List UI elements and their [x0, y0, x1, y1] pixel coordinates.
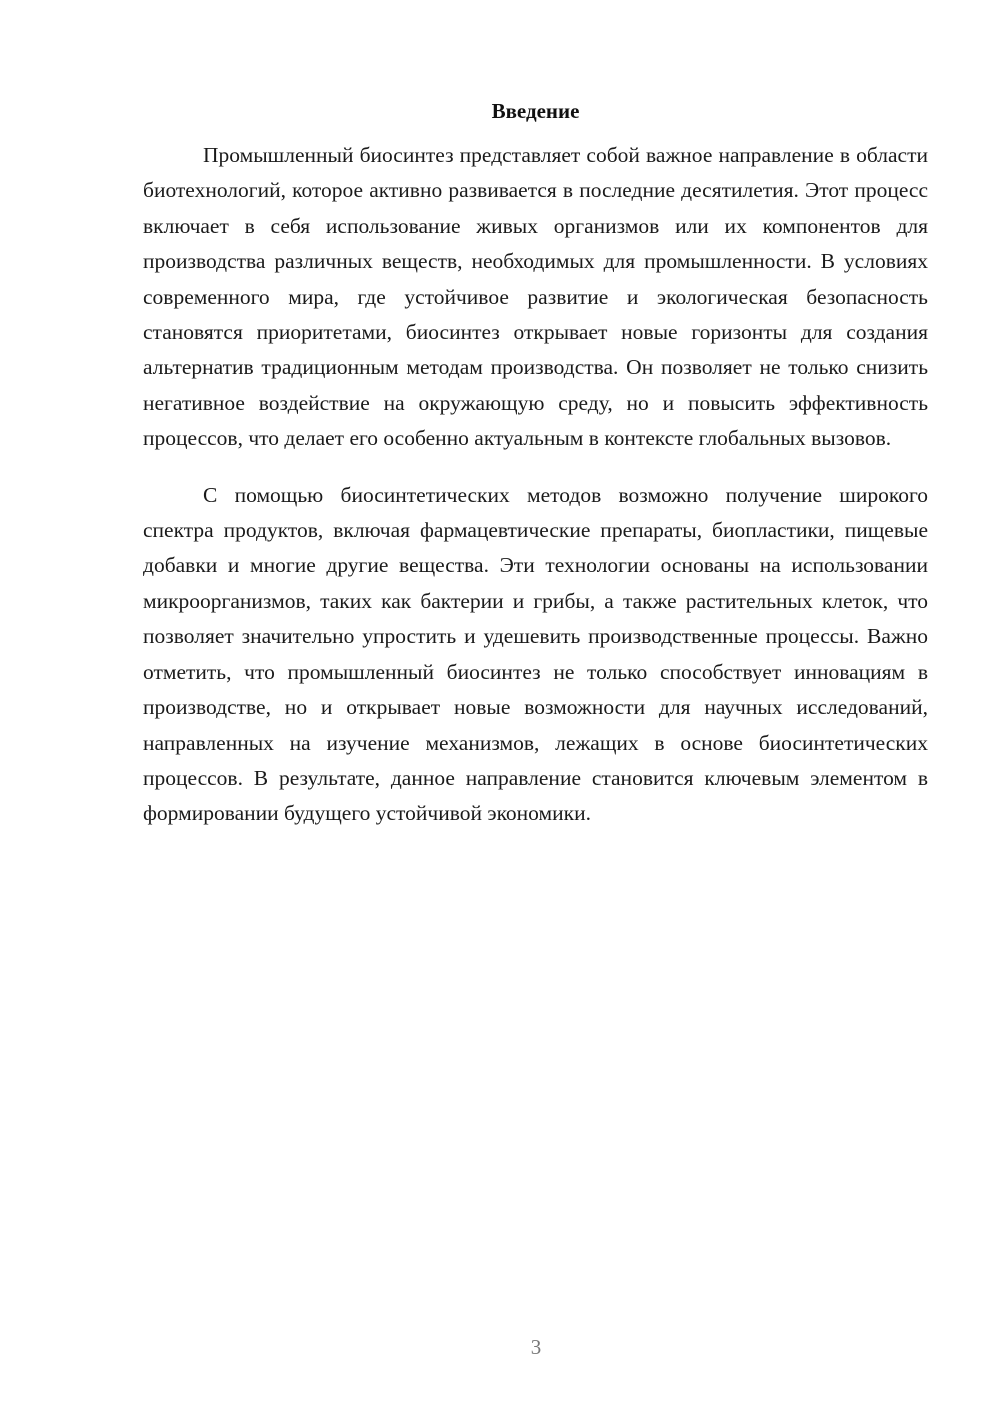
page-number: 3 — [530, 1335, 542, 1359]
page-content — [143, 96, 928, 832]
paragraph-2: С помощью биосинтетических методов возможно получение широкого спектра продуктов, включая фармацевтические препараты, биопластики, пищевые добавки и многие другие вещества. Эти технологии основаны на использовании микроорганизмов, таких как бактерии и грибы, а также растительных клеток, что позволяет значительно упростить и удешевить производственные процессы. Важно отметить, что промышленный биосинтез не только способствует инновациям в производстве, но и открывает новые возможности для научных исследований, направленных на изучение механизмов, лежащих в основе биосинтетических процессов. В результате, данное направление становится ключевым элементом в формировании будущего устойчивой экономики. — [143, 482, 928, 826]
section-title: Введение — [491, 99, 580, 123]
paragraph-1: Промышленный биосинтез представляет собой важное направление в области биотехнологий, которое активно развивается в последние десятилетия. Этот процесс включает в себя использование живых организмов или их компонентов для производства различных веществ, необходимых для промышленности. В условиях современного мира, где устойчивое развитие и экологическая безопасность становятся приоритетами, биосинтез открывает новые горизонты для создания альтернатив традиционным методам производства. Он позволяет не только снизить негативное воздействие на окружающую среду, но и повысить эффективность процессов, что делает его особенно актуальным в контексте глобальных вызовов. — [143, 143, 928, 451]
